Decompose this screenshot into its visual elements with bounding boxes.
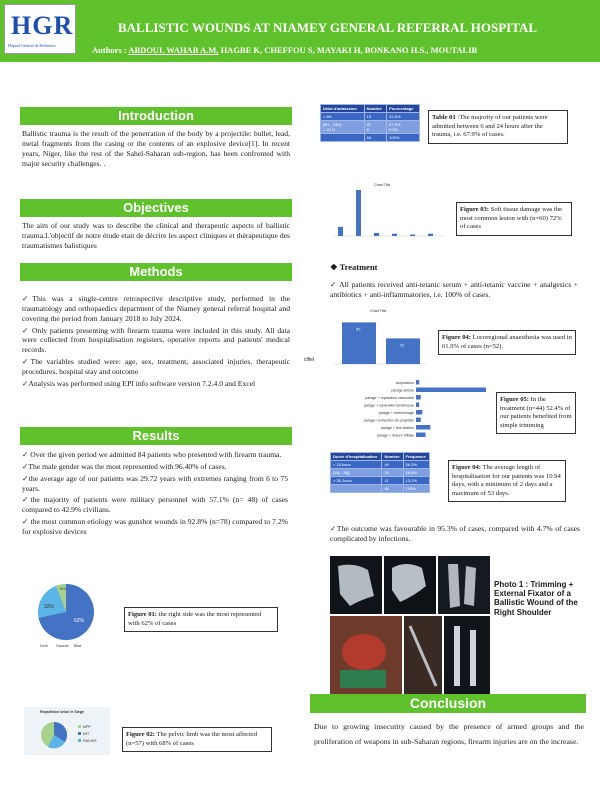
table-cell: 100%: [403, 485, 429, 493]
table-row: [331, 477, 430, 485]
caption-text: In the treatment (n=44) 52.4% of our patients benefited from simple trimming: [500, 396, 572, 429]
figure04-bars: [342, 322, 420, 364]
chart-title: Répartition selon le Siege: [40, 710, 84, 714]
table-cell: 11: [382, 477, 403, 485]
figure05-category-label: parage + fixe fixation: [380, 426, 414, 430]
methods-item: ✓The variables studied were: age, sex, treatment, associated injuries, therapeutic procedures, hospital stay and outcome: [22, 357, 290, 377]
table-cell: 84: [382, 485, 403, 493]
figure05-bar: [416, 425, 430, 430]
table-header-cell: Nombre: [364, 105, 387, 113]
pie-label: 32%: [44, 604, 55, 610]
figure01-pie-chart: [30, 578, 102, 650]
methods-item: ✓Analysis was performed using EPI info software version 7.2.4.0 and Excel: [22, 378, 256, 388]
caption-text: The pelvic limb was the most affected (n=57) with 68% of cases: [126, 731, 258, 747]
table-cell: 13,1%: [403, 477, 429, 485]
legend-swatch: [78, 739, 81, 742]
chart-title: Chart Title: [374, 183, 391, 187]
figure05-caption: [496, 392, 576, 434]
treatment-heading: ❖ Treatment: [330, 262, 378, 272]
table-cell: 84: [364, 134, 387, 142]
xray-image: [438, 556, 490, 614]
figure03-chart: [326, 180, 448, 246]
legend-label: RACHIS: [83, 739, 97, 743]
header-banner: [0, 0, 600, 62]
clinical-photo-row: [330, 616, 490, 694]
table-cell: 28,6%: [403, 469, 429, 477]
figure03-bar: [392, 234, 397, 236]
xray-image: [444, 616, 490, 694]
surgical-drape: [340, 670, 386, 688]
other-authors: HAGBE K, CHEFFOU S, MAYAKI H, BONKANO H.S., MOUTALIB: [220, 45, 478, 55]
table-cell: < 15Jours: [331, 461, 382, 469]
xray-photo-row: [330, 556, 490, 614]
table-header-cell: Délai d'admission: [321, 105, 365, 113]
outcome-text: ✓The outcome was favourable in 95.3% of cases, compared with 4.7% of cases complicated by infections.: [330, 524, 580, 543]
pie-legend: Gauche: [56, 644, 69, 648]
figure05-chart: [320, 376, 490, 442]
figure05-bar: [416, 395, 421, 400]
caption-text: Soft tissue damage was the most common lesion with (n=60) 72% of cases: [460, 206, 563, 231]
pie-legend: Droit: [40, 644, 48, 648]
caption-label: Figure 01:: [128, 611, 157, 618]
table-cell: 22,6%: [387, 113, 420, 121]
figure05-bar: [416, 388, 486, 393]
xray-bone-shape: [470, 630, 476, 686]
table-header-cell: Pourcentage: [387, 105, 420, 113]
first-author: ABDOUL WAHAB A.M,: [128, 45, 219, 55]
chart-background: [24, 707, 110, 755]
figure04-anaesthesia-chart: [330, 306, 430, 370]
figure04-bar-label: 52: [356, 326, 361, 332]
table-cell: 24: [382, 469, 403, 477]
figure05-bar: [416, 418, 421, 423]
table01: [320, 104, 420, 142]
figure03-bar: [374, 233, 379, 236]
legend-label: MIT: [83, 732, 90, 736]
table-cell: 57 8: [364, 121, 387, 134]
table02-caption: [448, 460, 566, 502]
table-cell: 67,9% 9,5%: [387, 121, 420, 134]
figure04-bar-label: 32: [400, 342, 405, 348]
table-cell: > 35 Jours: [331, 477, 382, 485]
table-header-cell: Nombre: [382, 453, 403, 461]
results-text: [22, 450, 288, 539]
figure03-bars: [338, 190, 433, 236]
results-item: ✓ Over the given period we admitted 84 patients who presented with firearm trauma.: [22, 450, 282, 459]
table-cell: [321, 134, 365, 142]
table-cell: 49: [382, 461, 403, 469]
figure03-caption: [456, 202, 572, 236]
table-header-row: [331, 453, 430, 461]
results-item: ✓the average age of our patients was 29.72 years with extremes ranging from 6 to 75 years.: [22, 473, 288, 493]
figure05-bar: [416, 380, 419, 385]
figure05-category-label: parage+ extraction de projectile: [363, 418, 414, 423]
table-cell: 100%: [387, 134, 420, 142]
logo-subtitle: Hôpital Général de Référence: [8, 43, 56, 48]
conclusion-heading: Conclusion: [310, 694, 586, 713]
side-label: cifiel: [304, 357, 315, 363]
authors-line: [92, 45, 477, 55]
objectives-text: The aim of our study was to describe the clinical and therapeutic aspects of ballistic trauma.L'objectif de notre étude etait de décrire les aspect cliniques et thérapeutique des traumatismes balistiques: [22, 221, 290, 250]
legend-label: MPP: [83, 725, 91, 729]
figure05-category-label: parage + reparation tendineuse: [363, 403, 414, 408]
results-item: ✓The male gender was the most represented with 96.40% of cases.: [22, 461, 227, 471]
figure05-bar: [416, 410, 422, 415]
table02: [330, 452, 430, 493]
figure03-bar: [428, 234, 433, 236]
caption-label: Figure 02:: [126, 731, 155, 738]
treatment-heading-label: Treatment: [339, 262, 378, 272]
table-header-row: [321, 105, 420, 113]
methods-item: ✓This was a single-centre retrospective descriptive study, performed in the traumatology and orthopaedics department of the Niamey general referral hospital and covering the period from January 2018 to July 2024.: [22, 294, 290, 323]
caption-text: Locoregional anaesthesia was used in 61.9% of cases (n=52).: [442, 334, 572, 350]
legend-swatch: [78, 725, 81, 728]
caption-text: :The majority of our patients were admitted between 6 and 24 hours after the trauma, i.e. 67.9% of cases.: [432, 114, 548, 139]
figure05-category-label: parage simple: [391, 388, 414, 393]
figure01-caption: [124, 607, 278, 632]
figure03-bar: [410, 234, 415, 236]
results-item: ✓the majority of patients were military personnel with 57.1% (n= 48) of cases compared to 42.9% civilians.: [22, 495, 288, 515]
caption-text: The average length of hospitalisation for our patients was 10.94 days, with a minimum of 2 days and a maximum of 53 days.: [452, 464, 561, 497]
figure03-bar: [356, 190, 361, 236]
results-heading: Results: [20, 427, 292, 445]
caption-text: the right side was the most represented with 62% of cases: [128, 611, 262, 627]
table-row: [331, 485, 430, 493]
caption-label: Figure 04:: [452, 464, 481, 471]
caption-label: Figure 04:: [442, 334, 471, 341]
table-cell: [15j - 35j]: [331, 469, 382, 477]
legend-swatch: [78, 732, 81, 735]
hospital-logo: [4, 4, 76, 54]
introduction-heading: Introduction: [20, 107, 292, 125]
table-row: [321, 113, 420, 121]
xray-bone-shape: [454, 626, 460, 686]
table-header-cell: Fréquence: [403, 453, 429, 461]
introduction-text: Ballistic trauma is the result of the penetration of the body by a projectile: bullet, lead, metal fragments from the casing or the contents of an explosive device[1]. In recent years, Niger, like the rest of the Sahel-Saharan sub-region, has been confronted with major security challenges. .: [22, 129, 290, 168]
figure02-caption: [122, 727, 272, 752]
table-cell: < 6H: [321, 113, 365, 121]
table-row: [331, 461, 430, 469]
chart-title: Chart Title: [370, 309, 387, 313]
table-cell: [6H - 24H] > 24 H: [321, 121, 365, 134]
table01-caption: [428, 110, 568, 144]
figure05-bar: [416, 403, 419, 408]
methods-text: [22, 294, 290, 391]
poster-title: BALLISTIC WOUNDS AT NIAMEY GENERAL REFERRAL HOSPITAL: [118, 20, 537, 35]
figure05-category-label: parage + Suture Initiale: [376, 433, 414, 438]
results-item: ✓ the most common etiology was gunshot wounds in 92.8% (n=78) compared to 7.2% for explosive devices: [22, 517, 288, 537]
treatment-text: ✓ All patients received anti-tetanic serum + anti-tetanic vaccine + analgesics + antibiotics + anti-inflammatories, i.e. 100% of cases.: [330, 280, 578, 299]
table-row: [331, 469, 430, 477]
pie-legend: Bilat.: [74, 644, 82, 648]
xray-bone-shape: [448, 564, 460, 608]
authors-label: Authors :: [92, 45, 127, 55]
xray-bone-shape: [464, 566, 476, 606]
figure05-bars: [364, 380, 486, 438]
table-header-cell: Durée d'hospitalisation: [331, 453, 382, 461]
conclusion-text: Due to growing insecurity caused by the presence of armed groups and the proliferation of weapons in sub-Saharan regions, firearm injuries are on the increase.: [314, 722, 584, 746]
wound-area: [342, 634, 386, 670]
objectives-heading: Objectives: [20, 199, 292, 217]
table-row: [321, 121, 420, 134]
logo-text: HGR: [11, 11, 74, 40]
photo01-caption: Photo 1 : Trimming + External Fixator of a Ballistic Wound of the Right Shoulder: [494, 580, 578, 617]
table-row: [321, 134, 420, 142]
table-cell: [331, 485, 382, 493]
methods-item: ✓ Only patients presenting with firearm trauma were included in this study. All data were collected from hospitalisation registers, operative reports and patients' medical records.: [22, 325, 290, 355]
figure04-anaesthesia-caption: [438, 330, 576, 355]
table-cell: 19: [364, 113, 387, 121]
figure05-bar: [416, 433, 426, 438]
caption-label: Figure 03:: [460, 206, 489, 213]
table-cell: 58,3%: [403, 461, 429, 469]
figure02-chart: [24, 707, 110, 755]
caption-label: Figure 05:: [500, 396, 529, 403]
methods-heading: Methods: [20, 263, 292, 281]
caption-label: Table 01: [432, 114, 456, 121]
pie-label: 6%: [60, 586, 66, 591]
figure05-category-label: parage + embrochage: [378, 411, 414, 415]
figure05-category-label: parage + reparation vasculaire: [365, 396, 414, 400]
pie-label: 62%: [74, 618, 85, 624]
figure05-category-label: Amputation: [395, 381, 414, 385]
figure03-bar: [338, 227, 343, 236]
